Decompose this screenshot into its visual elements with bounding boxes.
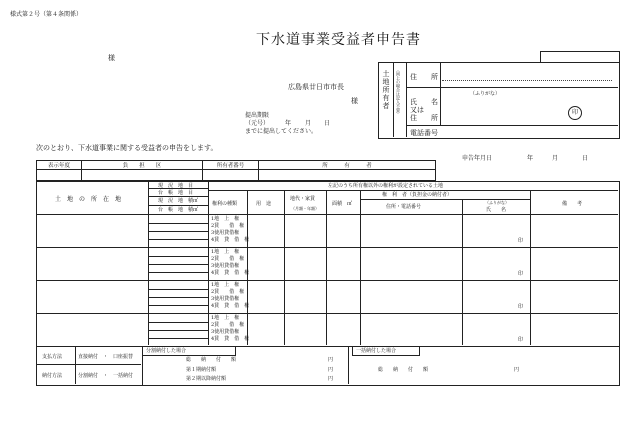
owner-sub-label: （同上の場合は記入不要） — [396, 68, 401, 116]
rent-label: 地代・家賃 — [290, 196, 316, 202]
owner-vertical-label: 土地所有者 — [382, 70, 390, 110]
owner-name-label: 氏 名 — [410, 98, 438, 106]
declare-month: 月 — [552, 155, 559, 162]
split-row-2: 第１期納付額 — [186, 367, 217, 373]
pay-value[interactable]: 分割納付 ・ 一括納付 — [78, 373, 134, 379]
holder-title: 権 利 者（負担金の納付者） — [382, 192, 453, 198]
seal-row-1: 印 — [518, 238, 524, 244]
issuer: 広島県廿日市市長 — [288, 83, 344, 91]
method-value[interactable]: 直接納付 ・ 口座振替 — [78, 354, 134, 360]
split-row-3: 第２期以降納付額 — [186, 376, 227, 382]
payment-method-box — [36, 346, 143, 386]
page-title: 下水道事業受益者申告書 — [256, 32, 421, 48]
form-code: 様式第２号（第４条関係） — [10, 11, 83, 18]
split-title: 分割納付した場合 — [146, 348, 187, 354]
display-year-field[interactable] — [37, 170, 82, 181]
remarks-label: 備 考 — [562, 201, 583, 207]
deadline-suffix: までに提出してください。 — [245, 128, 318, 135]
owner-seal: 印 — [568, 106, 582, 120]
lump-title: 一括納付した場合 — [356, 348, 397, 354]
intro-text: 次のとおり、下水道事業に関する受益者の申告をします。 — [36, 144, 218, 152]
header-row-table — [36, 160, 436, 181]
right-kinds-row-1: 1地 上 権 2賃 借 権 3使用貸借権 4賃 貸 借 権 — [211, 216, 250, 243]
burden-area-label: 負 担 区 — [82, 161, 203, 170]
land-table — [36, 181, 620, 347]
pay-label: 納付方法 — [42, 373, 63, 379]
owner-no-field[interactable] — [203, 170, 259, 181]
seal-row-4: 印 — [518, 337, 524, 343]
owner-furigana: （ふりがな） — [470, 91, 501, 97]
area-m2-label: 面積 ㎡ — [332, 201, 353, 207]
deadline-era: （元号） — [245, 120, 270, 127]
lump-row: 総 納 付 額 — [378, 367, 429, 373]
owner-label: 所 有 者 — [259, 161, 436, 170]
rent-sub-label: （月額・年額） — [291, 206, 319, 211]
holder-furigana: （ふりがな） — [485, 200, 509, 205]
area-label-3: 現 況 地 積㎡ — [158, 198, 199, 204]
right-type-label: 権利の種類 — [212, 201, 238, 207]
method-label: 支払方法 — [42, 354, 63, 360]
addressee-honorific: 様 — [108, 54, 115, 62]
area-label-1: 現 況 地 目 — [158, 183, 194, 189]
holder-name-label: 氏 名 — [486, 207, 507, 213]
declare-year: 年 — [527, 155, 534, 162]
right-kinds-row-3: 1地 上 権 2賃 借 権 3使用貸借権 4賃 貸 借 権 — [211, 282, 250, 309]
lump-yen: 円 — [514, 367, 520, 373]
right-kinds-row-4: 1地 上 権 2賃 借 権 3使用貸借権 4賃 貸 借 権 — [211, 315, 250, 342]
display-year-label: 表示年度 — [37, 161, 82, 170]
split-row-1: 総 納 付 額 — [186, 357, 237, 363]
rights-title: 左記のうち所有権以外の権利が設定されている土地 — [328, 183, 444, 189]
burden-area-field[interactable] — [82, 170, 203, 181]
owner-no-label: 所有者番号 — [203, 161, 259, 170]
holder-address-label: 住所・電話番号 — [386, 204, 422, 210]
deadline-day: 日 — [324, 120, 331, 127]
split-yen-2: 円 — [328, 367, 334, 373]
split-yen-1: 円 — [328, 357, 334, 363]
declare-date-label: 申告年月日 — [462, 155, 493, 162]
area-label-2: 台 帳 地 目 — [158, 190, 194, 196]
deadline-label: 提出期限 — [245, 112, 270, 119]
owner-or-address-label: 又は 住 所 — [410, 106, 438, 122]
issuer-honorific: 様 — [351, 97, 358, 105]
location-label: 土 地 の 所 在 地 — [55, 196, 122, 203]
area-label-4: 台 帳 地 積㎡ — [158, 207, 199, 213]
seal-row-2: 印 — [518, 271, 524, 277]
deadline-month: 月 — [305, 120, 312, 127]
deadline-year: 年 — [285, 120, 292, 127]
split-yen-3: 円 — [328, 376, 334, 382]
right-kinds-row-2: 1地 上 権 2賃 借 権 3使用貸借権 4賃 貸 借 権 — [211, 249, 250, 276]
owner-field[interactable] — [259, 170, 436, 181]
owner-address-label: 住 所 — [410, 73, 438, 81]
seal-row-3: 印 — [518, 304, 524, 310]
owner-phone-label: 電話番号 — [410, 129, 438, 137]
declare-day: 日 — [582, 155, 589, 162]
use-label: 用 途 — [256, 201, 272, 207]
